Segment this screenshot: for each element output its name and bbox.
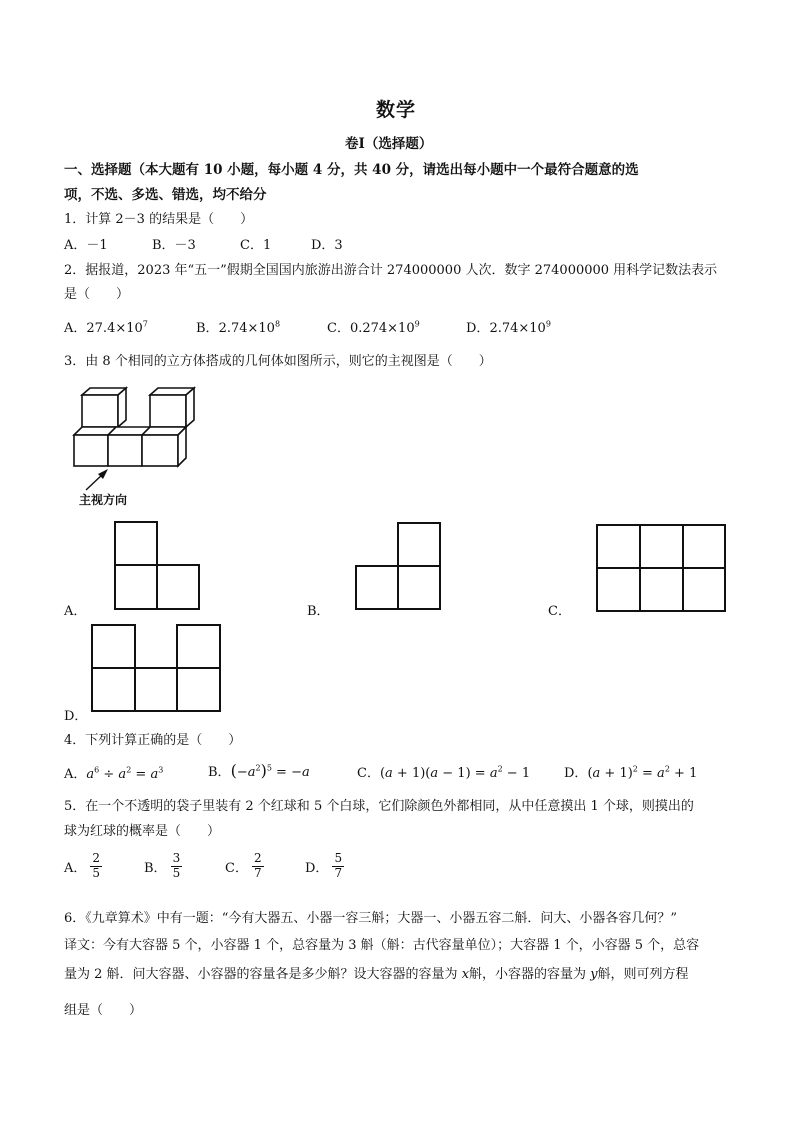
q2-option-b <box>196 317 280 336</box>
q5-option-a-denominator: 5 <box>92 865 101 880</box>
variable-y: y <box>590 967 598 982</box>
question-2-stem-line1: 2．据报道，2023 年“五一”假期全国国内旅游出游合计 274000000 人次．数字 274000000 用科学记数法表示 <box>64 263 718 278</box>
q2-option-a-exponent: 7 <box>142 319 148 329</box>
q2-option-c <box>327 317 420 336</box>
question-4-stem: 4．下列计算正确的是（ ） <box>64 733 242 748</box>
q5-option-d-numerator: 5 <box>334 851 343 865</box>
q3-option-d-view <box>90 623 222 713</box>
q2-option-a <box>64 317 148 336</box>
variable-x: x <box>461 967 470 982</box>
q4-option-b: B．$(-a^2)^5 = -a$ <box>208 761 310 780</box>
q2-option-a-label: A． <box>64 321 87 336</box>
section-header-line2: 项，不选、多选、错选，均不给分 <box>64 187 267 203</box>
question-6-line3-part2: 斛，小容器的容量为 <box>469 967 587 982</box>
q3-option-a-view <box>112 520 202 612</box>
q4-option-a: A．$a^6 \div a^2 = a^3$ <box>64 765 164 782</box>
q2-option-d-mantissa: 2.74×10 <box>489 321 546 336</box>
q5-option-c-denominator: 7 <box>253 865 262 880</box>
q2-option-d-exponent: 9 <box>545 319 551 329</box>
q5-option-d-denominator: 7 <box>334 865 343 880</box>
q4-option-c: C．$(a + 1)(a - 1) = a^2 - 1$ <box>357 764 531 781</box>
q2-option-c-label: C． <box>327 321 350 336</box>
q2-option-d <box>466 317 551 336</box>
page-title: 数学 <box>376 99 417 121</box>
q4-option-a-label: A． <box>64 767 87 782</box>
q3-option-a-label: A． <box>64 604 87 619</box>
q2-option-b-mantissa: 2.74×10 <box>218 321 275 336</box>
q5-option-b <box>144 852 182 881</box>
q2-option-c-exponent: 9 <box>414 319 420 329</box>
question-6-line3-part1: 量为 2 斛．问大容器、小容器的容量各是多少斛？设大容器的容量为 <box>64 967 458 982</box>
question-6-line4: 组是（ ） <box>64 1003 143 1018</box>
q3-option-b-view <box>354 521 444 611</box>
question-6-line3 <box>64 963 689 982</box>
section-header-line1: 一、选择题（本大题有 10 小题，每小题 4 分，共 40 分，请选出每小题中一个最符合题意的选 <box>64 162 639 178</box>
question-5-stem-line2: 球为红球的概率是（ ） <box>64 824 221 839</box>
q2-option-c-mantissa: 0.274×10 <box>349 321 415 336</box>
q5-option-b-label: B． <box>144 860 167 876</box>
q5-option-c-numerator: 2 <box>253 851 262 865</box>
q2-option-b-label: B． <box>196 321 219 336</box>
q2-option-d-label: D． <box>466 321 490 336</box>
question-5-stem-line1: 5．在一个不透明的袋子里装有 2 个红球和 5 个白球，它们除颜色外都相同，从中任意摸出 1 个球，则摸出的 <box>64 799 694 814</box>
q5-option-d <box>305 852 344 881</box>
q1-option-d: D．3 <box>311 238 343 253</box>
view-direction-caption: 主视方向 <box>79 493 128 507</box>
q2-option-a-mantissa: 27.4×10 <box>86 321 143 336</box>
paper-subtitle: 卷Ⅰ（选择题） <box>345 136 433 152</box>
q5-option-b-denominator: 5 <box>172 865 181 880</box>
q1-option-a: A．－1 <box>64 238 108 253</box>
q3-option-c-label: C． <box>548 604 571 619</box>
question-6-line1: 6．《九章算术》中有一题：“今有大器五、小器一容三斛；大器一、小器五容二斛．问大、小器各容几何？” <box>64 911 678 926</box>
q4-option-d-label: D． <box>564 766 588 781</box>
q2-option-b-exponent: 8 <box>274 319 281 329</box>
q3-option-d-label: D． <box>64 709 88 724</box>
q5-option-a <box>64 852 102 881</box>
q5-option-d-label: D． <box>305 860 329 876</box>
q1-option-b: B．－3 <box>152 238 196 253</box>
q5-option-a-label: A． <box>64 860 87 876</box>
question-6-line3-part3: 斛，则可列方程 <box>597 967 689 982</box>
q5-option-c <box>225 852 264 881</box>
q1-option-c: C．1 <box>240 238 272 253</box>
q3-option-b-label: B． <box>307 604 330 619</box>
q4-option-d: D．$(a + 1)^2 = a^2 + 1$ <box>564 764 698 781</box>
q5-option-a-numerator: 2 <box>92 851 101 865</box>
question-6-line2: 译文：今有大容器 5 个，小容器 1 个，总容量为 3 斛（斛：古代容量单位）；大容器 1 个，小容器 5 个，总容 <box>64 938 700 953</box>
q5-option-b-numerator: 3 <box>172 851 181 865</box>
q4-option-b-label: B． <box>208 765 231 780</box>
q4-option-c-label: C． <box>357 766 380 781</box>
question-1-stem: 1．计算 2－3 的结果是（ ） <box>64 212 254 227</box>
q5-option-c-label: C． <box>225 860 248 876</box>
q3-option-c-view <box>595 523 727 613</box>
question-3-stem: 3．由 8 个相同的立方体搭成的几何体如图所示，则它的主视图是（ ） <box>64 354 492 369</box>
question-2-stem-line2: 是（ ） <box>64 287 130 302</box>
